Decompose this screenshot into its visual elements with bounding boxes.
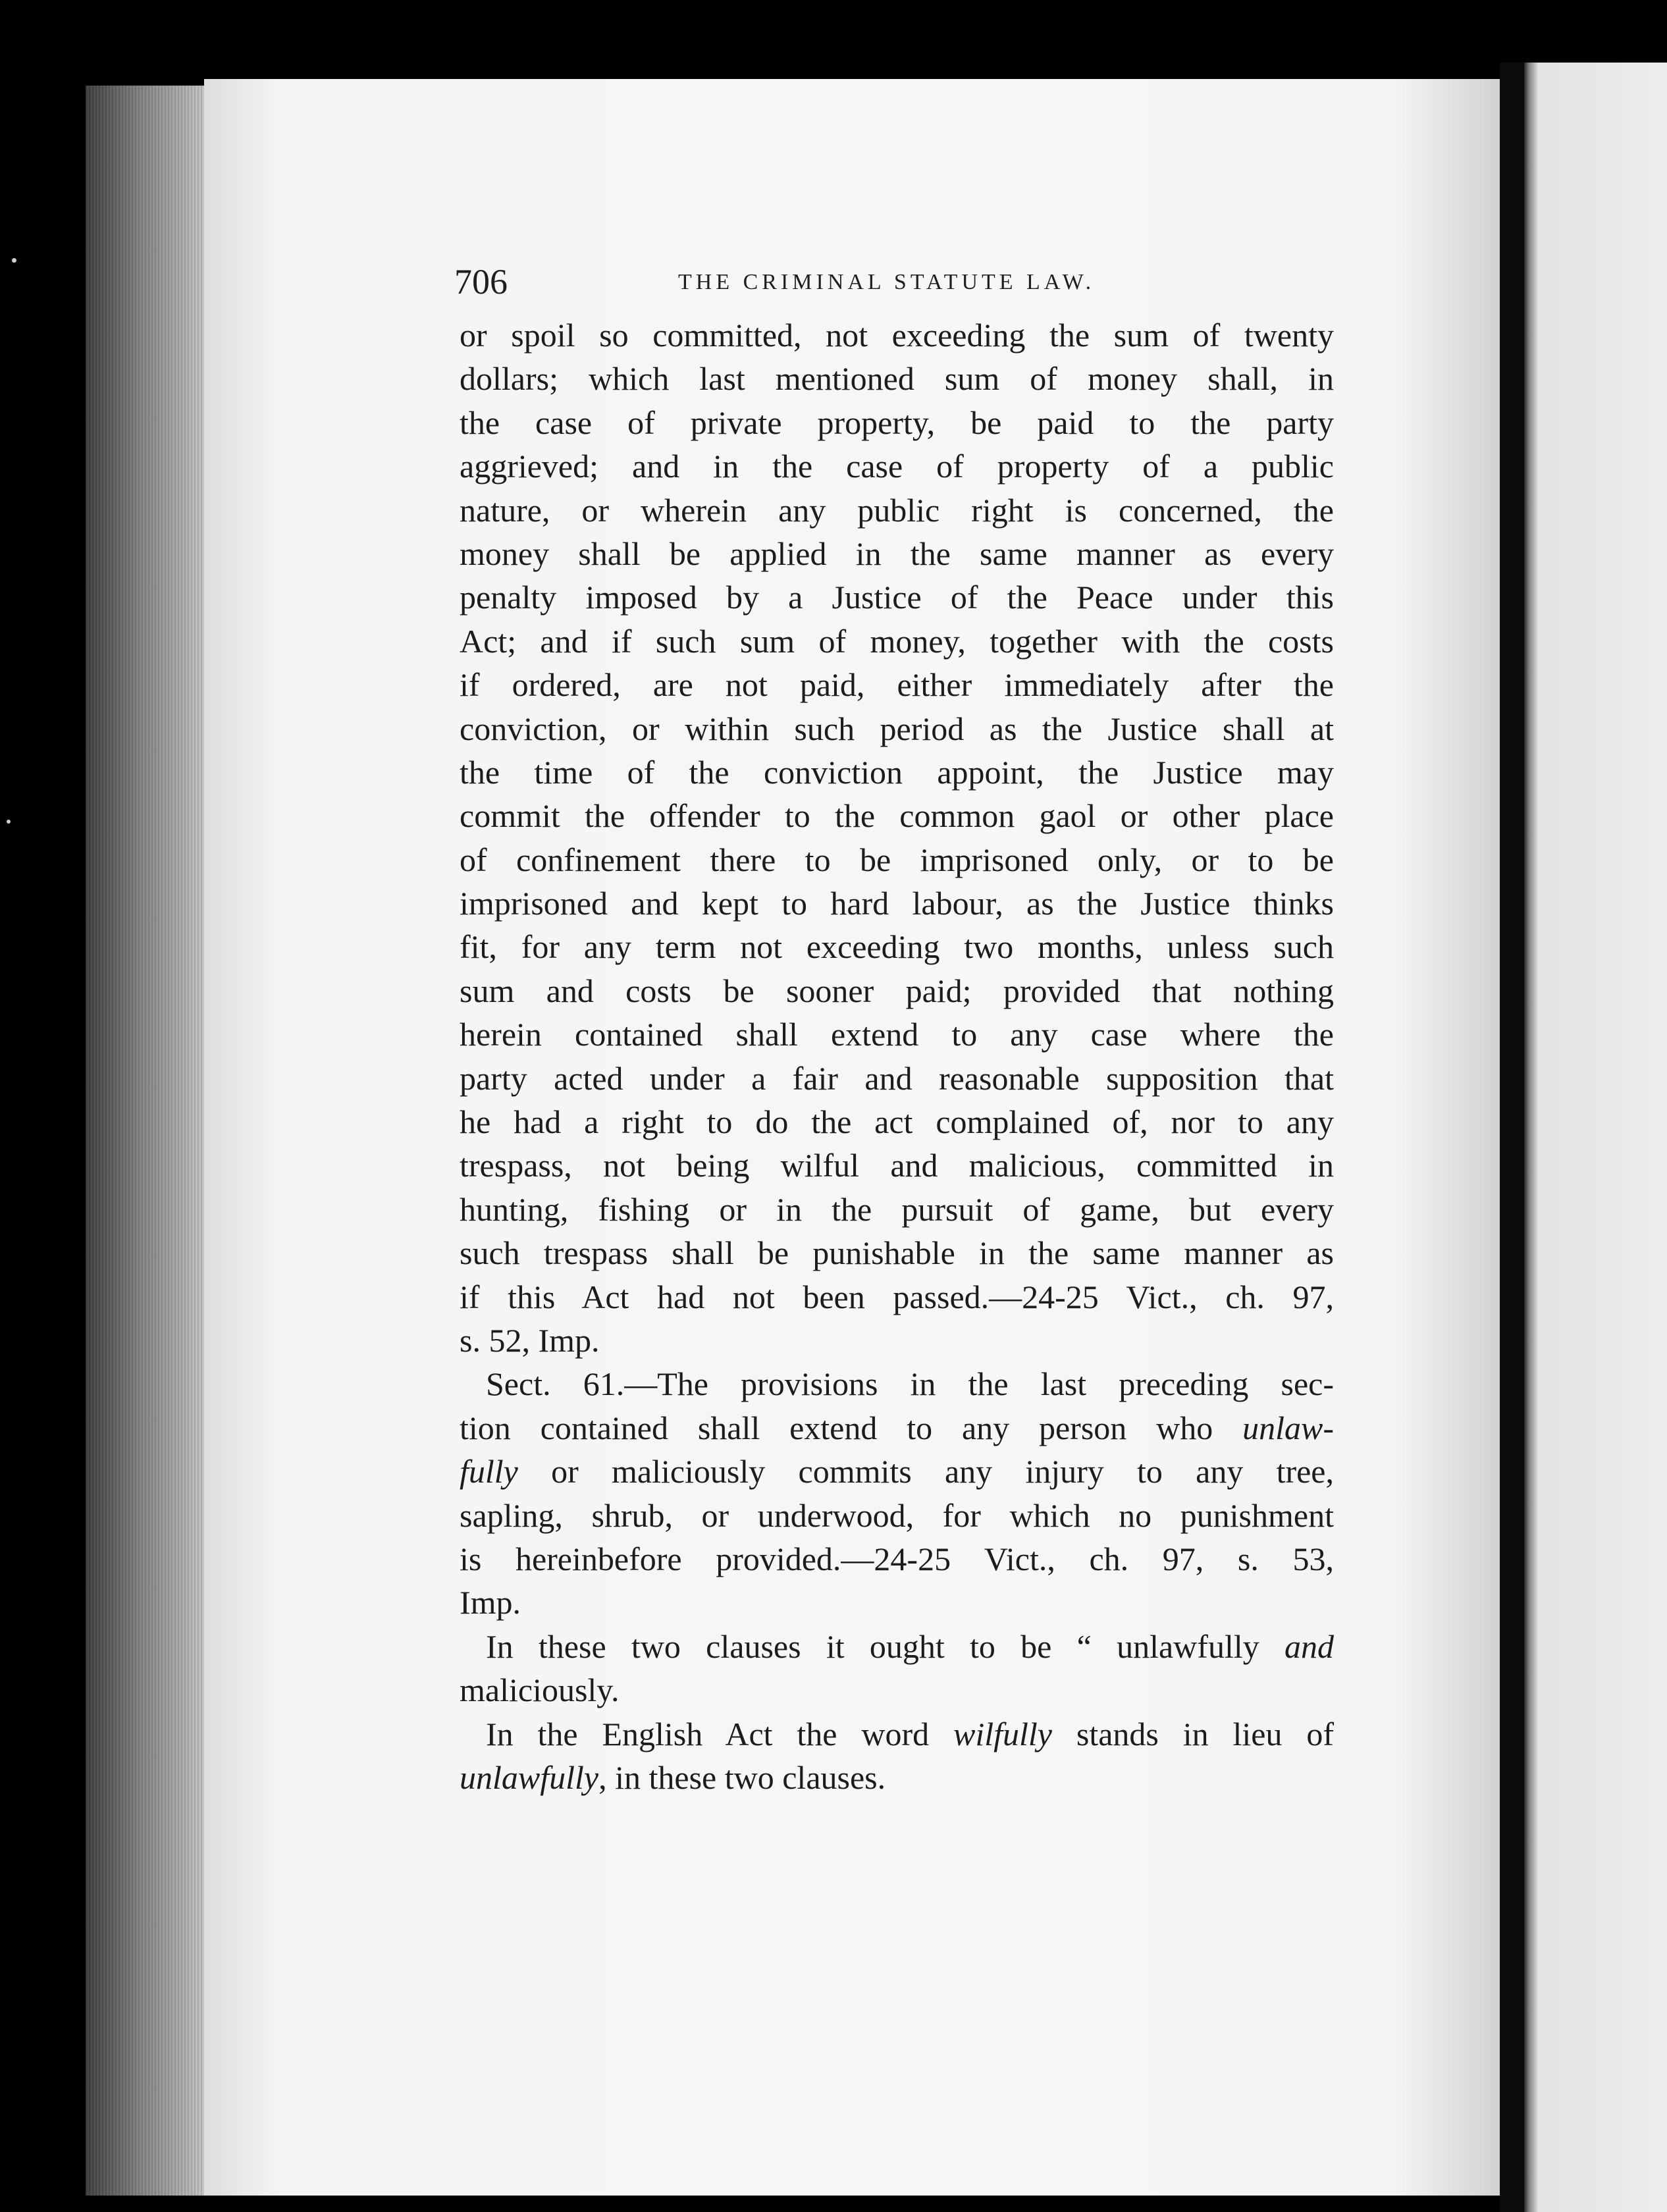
- text-line: sapling, shrub, or underwood, for which no punishment: [460, 1496, 1334, 1534]
- text-line: Sect. 61.—The provisions in the last preceding sec-: [486, 1365, 1334, 1403]
- text-line: the time of the conviction appoint, the Justice may: [460, 753, 1334, 791]
- text-line: unlawfully, in these two clauses.: [460, 1758, 886, 1796]
- text-line: conviction, or within such period as the Justice shall at: [460, 710, 1334, 747]
- text-line: herein contained shall extend to any case where the: [460, 1016, 1334, 1053]
- text-line: penalty imposed by a Justice of the Peace under this: [460, 579, 1334, 616]
- page-number: 706: [454, 262, 508, 302]
- text-line: In these two clauses it ought to be “ unlawfully and: [486, 1627, 1334, 1665]
- text-line: money shall be applied in the same manner as every: [460, 535, 1334, 572]
- text-line: commit the offender to the common gaol or other place: [460, 797, 1334, 835]
- text-line: if ordered, are not paid, either immediately after the: [460, 666, 1334, 704]
- book-gutter: [1500, 63, 1526, 2212]
- paragraph-section-61: [460, 1362, 1334, 1624]
- text-line: he had a right to do the act complained of, nor to any: [460, 1103, 1334, 1141]
- text-line: maliciously.: [460, 1672, 620, 1709]
- book-page-edge: [86, 86, 211, 2196]
- text-line: In the English Act the word wilfully stands in lieu of: [486, 1715, 1334, 1752]
- text-line: such trespass shall be punishable in the same manner as: [460, 1234, 1334, 1272]
- text-line: is hereinbefore provided.—24-25 Vict., ch. 97, s. 53,: [460, 1540, 1334, 1577]
- text-line: or spoil so committed, not exceeding the sum of twenty: [460, 317, 1334, 354]
- text-line: tion contained shall extend to any person who unlaw-: [460, 1409, 1334, 1446]
- italic-word: unlawfully: [460, 1758, 599, 1796]
- text-line: imprisoned and kept to hard labour, as the Justice thinks: [460, 885, 1334, 922]
- text-line: the case of private property, be paid to the party: [460, 404, 1334, 441]
- text-line: Act; and if such sum of money, together with the costs: [460, 622, 1334, 660]
- paragraph-comment-clauses: [460, 1625, 1334, 1712]
- text-line: nature, or wherein any public right is concerned, the: [460, 491, 1334, 529]
- text-line: dollars; which last mentioned sum of money shall, in: [460, 360, 1334, 398]
- text-line: aggrieved; and in the case of property of a public: [460, 448, 1334, 485]
- page-body: [460, 313, 1334, 1799]
- italic-word: and: [1284, 1627, 1334, 1665]
- italic-word: unlaw-: [1242, 1409, 1334, 1446]
- page-header: [454, 262, 1336, 302]
- text-line: s. 52, Imp.: [460, 1321, 600, 1359]
- text-line: if this Act had not been passed.—24-25 Vict., ch. 97,: [460, 1278, 1334, 1315]
- running-head: THE CRIMINAL STATUTE LAW.: [678, 270, 1096, 294]
- text-line: of confinement there to be imprisoned only, or to be: [460, 841, 1334, 878]
- italic-word: fully: [460, 1453, 518, 1490]
- paragraph-english-act: [460, 1712, 1334, 1800]
- text-line: sum and costs be sooner paid; provided that nothing: [460, 972, 1334, 1009]
- text-line: fit, for any term not exceeding two months, unless such: [460, 928, 1334, 966]
- scan-speck: [12, 258, 16, 263]
- text-line: party acted under a fair and reasonable supposition that: [460, 1059, 1334, 1097]
- text-line: hunting, fishing or in the pursuit of game, but every: [460, 1190, 1334, 1228]
- italic-word: wilfully: [953, 1715, 1052, 1752]
- scan-speck: [7, 820, 11, 824]
- facing-page: [1524, 63, 1667, 2212]
- text-line: Imp.: [460, 1584, 521, 1621]
- paragraph-statute-continuation: [460, 313, 1334, 1362]
- text-line: fully or maliciously commits any injury to any tree,: [460, 1453, 1334, 1490]
- text-line: trespass, not being wilful and malicious, committed in: [460, 1147, 1334, 1184]
